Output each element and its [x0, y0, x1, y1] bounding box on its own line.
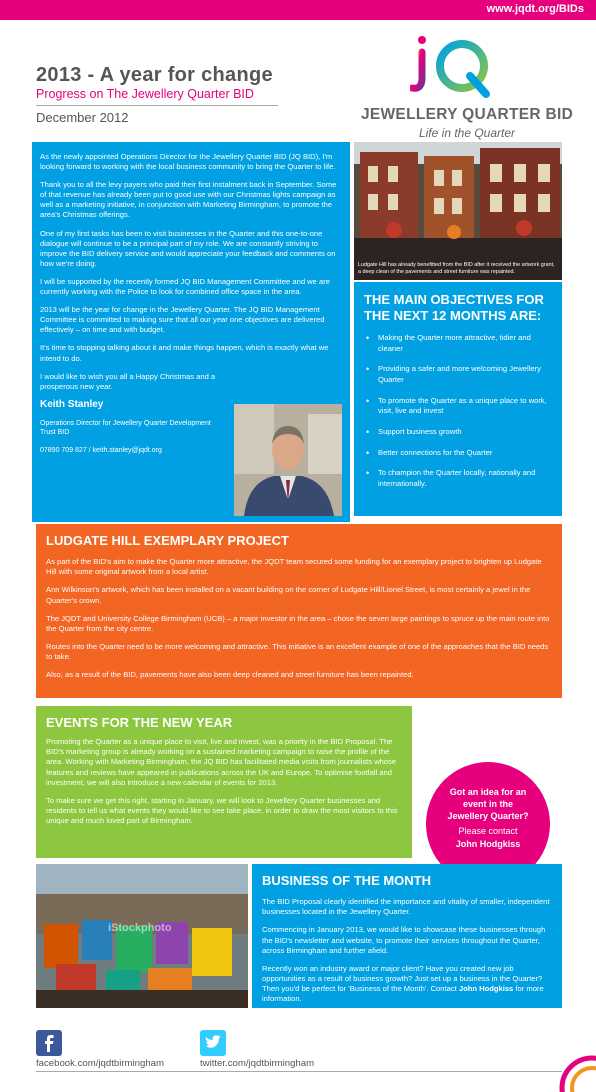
objective-item: • Support business growth: [364, 427, 552, 438]
events-paragraph: Promoting the Quarter as a unique place to visit, live and invest, was a priority in the BID Proposal. The BID's marketing group is already working on a sustained marketing campaign to raise the profile of the area. Working with Marketing Birmingham, the JQ BID has facilitated media visits from journalists whose features and reviews have appeared in publications across the UK and Europe. To optimise footfall and investment, we will also introduce a new calendar of events for 2013.: [46, 737, 397, 787]
issue-date: December 2012: [36, 110, 129, 125]
signatory-role: Operations Director for Jewellery Quarter Development Trust BID: [40, 420, 211, 437]
decorative-swirl-icon: [540, 1040, 596, 1092]
ludgate-title: LUDGATE HILL EXEMPLARY PROJECT: [46, 533, 289, 548]
top-bar: [0, 0, 596, 20]
business-title: BUSINESS OF THE MONTH: [262, 873, 432, 888]
business-contact-name: John Hodgkiss: [458, 983, 514, 993]
ludgate-paragraph: Routes into the Quarter need to be more welcoming and attractive. This initiative is an excellent example of one of the approaches that the BID needs to take.: [46, 641, 549, 661]
signatory-name: Keith Stanley: [40, 398, 104, 410]
facebook-icon[interactable]: [36, 1030, 62, 1056]
business-of-month-section: [252, 864, 562, 1008]
keith-stanley-photo: [234, 404, 342, 516]
art-market-photo: [36, 864, 248, 1008]
twitter-link[interactable]: twitter.com/jqdtbirmingham: [200, 1058, 315, 1069]
stock-watermark: iStockphoto: [108, 922, 172, 934]
logo-name: JEWELLERY QUARTER BID: [360, 106, 574, 123]
intro-paragraph: It's time to stopping talking about it and make things happen, which is exactly what we intend to do.: [40, 343, 329, 363]
objectives-list: [364, 333, 552, 489]
objective-item: • Making the Quarter more attractive, tidier and cleaner: [364, 333, 552, 354]
ludgate-paragraph: Also, as a result of the BID, pavements have also been deep cleaned and street furniture has been repainted.: [46, 670, 414, 680]
website-link[interactable]: www.jqdt.org/BIDs: [486, 3, 584, 15]
intro-paragraph: Thank you to all the levy payers who paid their first instalment back in September. Some of that revenue has already been put to good use with our Christmas lights campaign as well as a marketing initiative, in conjunction with Marketing Birmingham, to promote the area's Christmas offerings.: [40, 180, 337, 220]
intro-paragraph: I will be supported by the recently formed JQ BID Management Committee and we are currently working with the Police to look for combined office space in the area.: [40, 276, 330, 297]
jq-bid-logo: [352, 30, 582, 145]
logo-tagline: Life in the Quarter: [418, 126, 516, 140]
page-title: 2013 - A year for change: [36, 64, 273, 86]
business-paragraph: [262, 964, 552, 1004]
objective-item: • Providing a safer and more welcoming Jewellery Quarter: [364, 364, 552, 385]
events-section: [36, 706, 412, 858]
jq-logo-mark-icon: [410, 30, 500, 100]
signatory-contact: 07890 709 827 / keith.stanley@jqdt.org: [40, 446, 162, 454]
ludgate-paragraph: Ann Wilkinson's artwork, which has been installed on a vacant building on the corner of Ludgate Hill/Lionel Street, is most certainly a jewel in the Quarter's crown.: [46, 585, 531, 605]
ludgate-paragraph: As part of the BID's aim to make the Quarter more attractive, the JQDT team secured some funding for an exemplary project to brighten up Ludgate Hill with some original artwork from a local artist.: [46, 557, 542, 577]
business-paragraph: The BID Proposal clearly identified the importance and vitality of smaller, independent businesses located in the Jewellery Quarter.: [262, 897, 550, 917]
business-cta-end: for more information.: [262, 983, 544, 1004]
events-title: EVENTS FOR THE NEW YEAR: [46, 715, 233, 730]
portrait-icon: [234, 404, 342, 516]
ludgate-hill-section: [36, 524, 562, 698]
twitter-icon[interactable]: [200, 1030, 226, 1056]
footer-divider: [36, 1071, 562, 1072]
intro-letter: [32, 142, 350, 522]
objective-item: • To promote the Quarter as a unique place to work, visit, live and invest: [364, 396, 552, 417]
intro-paragraph: 2013 will be the year for change in the Jewellery Quarter. The JQ BID Management Committee is committed to making sure that all our year one objectives are delivered effectively – on time and with budget.: [40, 305, 325, 335]
callout-please: Please contact: [458, 826, 518, 836]
business-paragraph: Commencing in January 2013, we would like to showcase these businesses through the BID's newsletter and website, to promote their services throughout the Quarter, across Birmingham and further afield.: [262, 925, 546, 955]
events-paragraph: To make sure we get this right, starting in January, we will look to Jewellery Quarter businesses and residents to tell us what events they would like to see take place, in order to draw the most visitors to this unique and much loved part of Birmingham.: [46, 795, 398, 825]
business-cta-text: Recently won an industry award or major client? Have you created new job opportunities as a result of business growth? Just set up a business in the Quarter? Then you'd be perfect for 'Business of the Month'. Contact: [262, 963, 543, 993]
callout-contact: John Hodgkiss: [455, 839, 521, 849]
header-divider: [36, 105, 278, 106]
objective-item: • Better connections for the Quarter: [364, 448, 552, 459]
art-market-scene-icon: [36, 864, 248, 1008]
objectives-panel: [354, 282, 562, 516]
ludgate-paragraph: The JQDT and University College Birmingham (UCB) – a major investor in the area – chose the seven large paintings to spruce up the main route into the Quarter from the city centre.: [46, 613, 550, 633]
intro-wishes: I would like to wish you all a Happy Christmas and a prosperous new year.: [40, 371, 216, 391]
page-subtitle: Progress on The Jewellery Quarter BID: [36, 87, 254, 101]
intro-paragraph: As the newly appointed Operations Director for the Jewellery Quarter BID (JQ BID), I'm looking forward to working with the local business community to bring the Quarter to life.: [40, 152, 336, 172]
facebook-link[interactable]: facebook.com/jqdtbirmingham: [36, 1058, 164, 1069]
objective-item: • To champion the Quarter locally, nationally and internationally.: [364, 468, 552, 489]
objectives-title: THE MAIN OBJECTIVES FOR THE NEXT 12 MONTHS ARE:: [364, 292, 544, 323]
intro-paragraph: One of my first tasks has been to visit businesses in the Quarter and this one-to-one dialogue will continue to be a principal part of my role. We are constantly striving to improve the BID delivery service and would appreciate your feedback and comments on how we're doing.: [40, 228, 336, 268]
photo-caption: Ludgate Hill has already benefitted from the BID after it received the artwork grant, a deep clean of the pavements and street furniture was repainted.: [358, 261, 555, 275]
ludgate-hill-photo: [354, 142, 562, 280]
street-scene-icon: [354, 142, 562, 280]
callout-question: Got an idea for an event in the Jewellery Quarter?: [447, 787, 529, 822]
